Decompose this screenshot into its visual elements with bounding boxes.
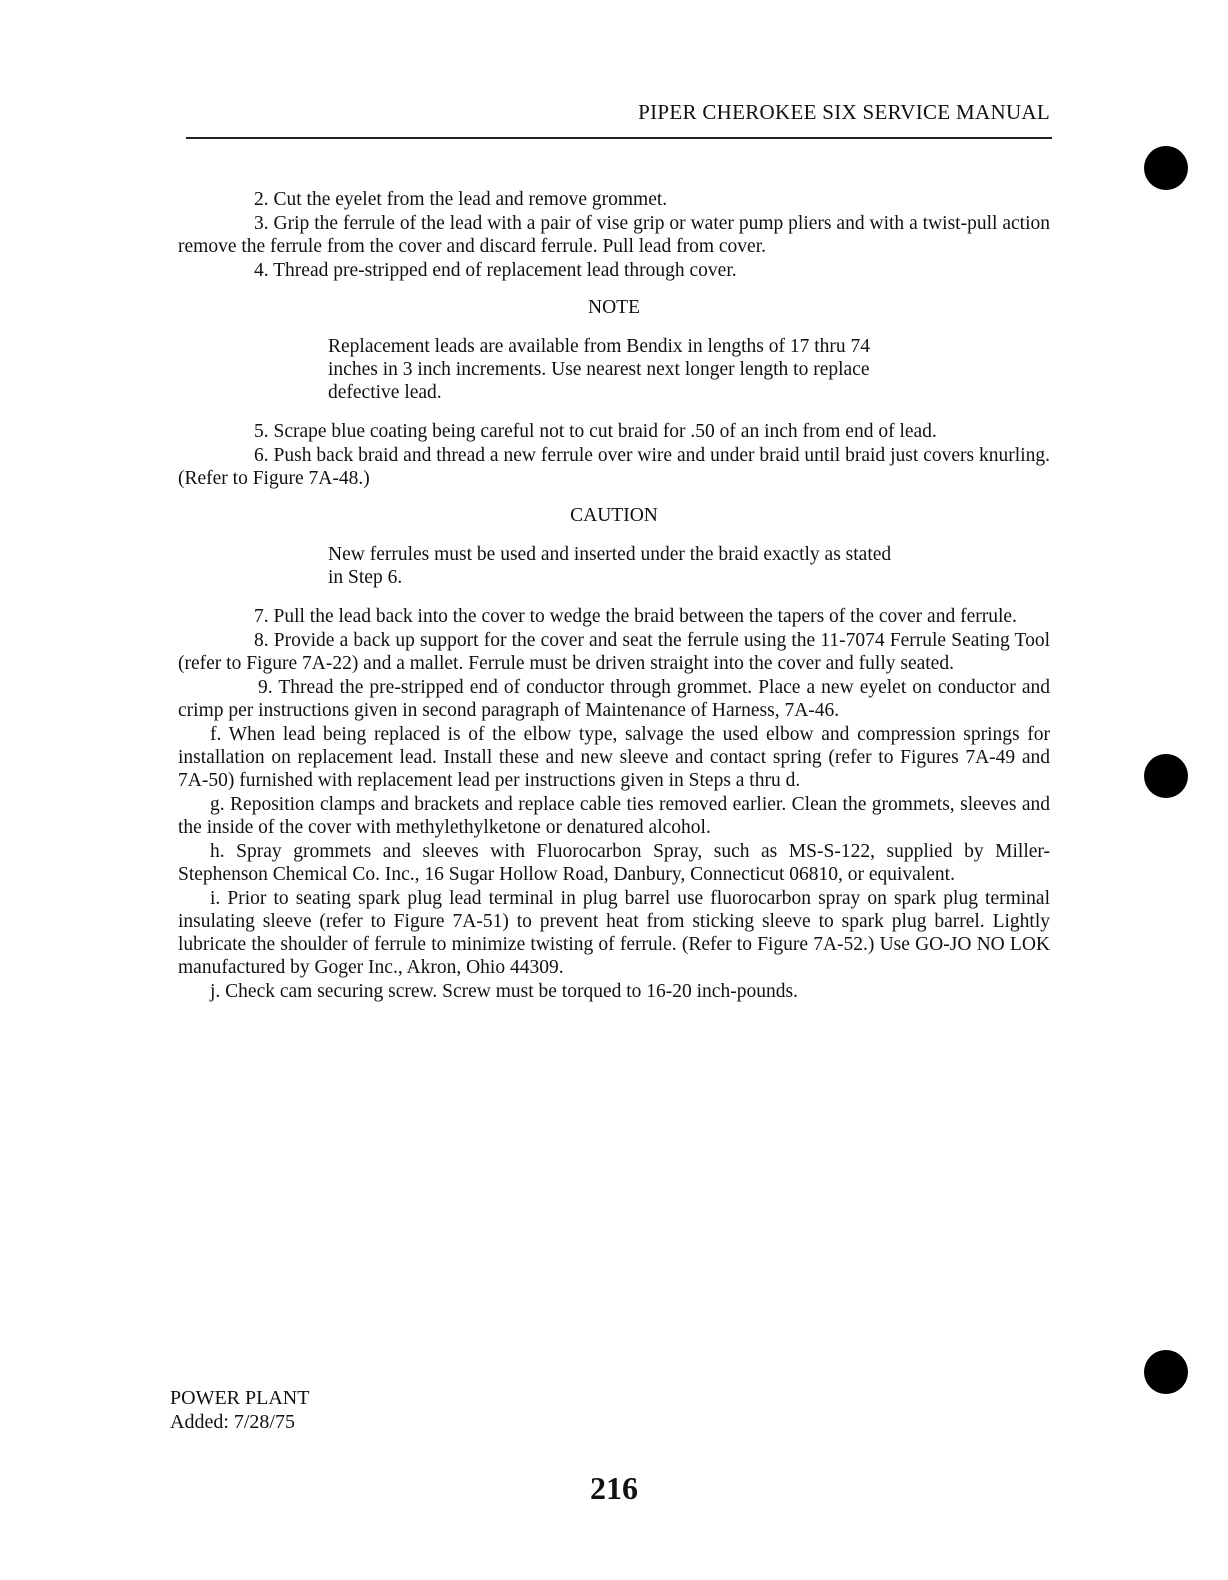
binder-hole-middle — [1144, 754, 1188, 798]
footer-section-name: POWER PLANT — [170, 1387, 310, 1409]
header-rule — [186, 137, 1052, 139]
item-g: g. Reposition clamps and brackets and replace cable ties removed earlier. Clean the grommets, sleeves and the inside of the cover with methylethylketone or denatured alcohol. — [178, 794, 1050, 838]
footer-added-date: Added: 7/28/75 — [170, 1411, 295, 1433]
item-i: i. Prior to seating spark plug lead terminal in plug barrel use fluorocarbon spray on spark plug terminal insulating sleeve (refer to Figure 7A-51) to prevent heat from sticking sleeve to spark plug barrel. Lightly lubricate the shoulder of ferrule to minimize twisting of ferrule. (Refer to Figure 7A-52.) Use GO-JO NO LOK manufactured by Goger Inc., Akron, Ohio 44309. — [178, 888, 1050, 978]
step-6: 6. Push back braid and thread a new ferrule over wire and under braid until braid just covers knurling. (Refer to Figure 7A-48.) — [178, 445, 1050, 489]
caution-heading: CAUTION — [570, 505, 658, 526]
item-j: j. Check cam securing screw. Screw must be torqued to 16-20 inch-pounds. — [210, 981, 798, 1002]
footer-section-info — [170, 1386, 309, 1434]
step-5: 5. Scrape blue coating being careful not to cut braid for .50 of an inch from end of lead. — [254, 421, 937, 442]
item-h: h. Spray grommets and sleeves with Fluorocarbon Spray, such as MS-S-122, supplied by Miller-Stephenson Chemical Co. Inc., 16 Sugar Hollow Road, Danbury, Connecticut 06810, or equivalent. — [178, 841, 1050, 885]
step-2: 2. Cut the eyelet from the lead and remove grommet. — [254, 189, 668, 210]
page-number: 216 — [590, 1470, 638, 1506]
step-7: 7. Pull the lead back into the cover to wedge the braid between the tapers of the cover and ferrule. — [254, 606, 1017, 627]
note-heading: NOTE — [588, 297, 640, 318]
step-3: 3. Grip the ferrule of the lead with a pair of vise grip or water pump pliers and with a twist-pull action remove the ferrule from the cover and discard ferrule. Pull lead from cover. — [178, 213, 1050, 257]
binder-hole-top — [1144, 146, 1188, 190]
step-8: 8. Provide a back up support for the cover and seat the ferrule using the 11-7074 Ferrule Seating Tool (refer to Figure 7A-22) and a mallet. Ferrule must be driven straight into the cover and fully seated. — [178, 630, 1050, 674]
page-header-title: PIPER CHEROKEE SIX SERVICE MANUAL — [638, 100, 1050, 124]
body-text — [178, 188, 1050, 1004]
step-9: 9. Thread the pre-stripped end of conductor through grommet. Place a new eyelet on conductor and crimp per instructions given in second paragraph of Maintenance of Harness, 7A-46. — [178, 677, 1050, 721]
item-f: f. When lead being replaced is of the elbow type, salvage the used elbow and compression springs for installation on replacement lead. Install these and new sleeve and contact spring (refer to Figures 7A-49 and 7A-50) furnished with replacement lead per instructions given in Steps a thru d. — [178, 724, 1050, 791]
note-text: Replacement leads are available from Bendix in lengths of 17 thru 74 inches in 3 inch increments. Use nearest next longer length to replace defective lead. — [328, 336, 871, 403]
binder-hole-bottom — [1144, 1350, 1188, 1394]
step-4: 4. Thread pre-stripped end of replacement lead through cover. — [254, 260, 737, 281]
caution-text: New ferrules must be used and inserted under the braid exactly as stated in Step 6. — [328, 544, 892, 588]
